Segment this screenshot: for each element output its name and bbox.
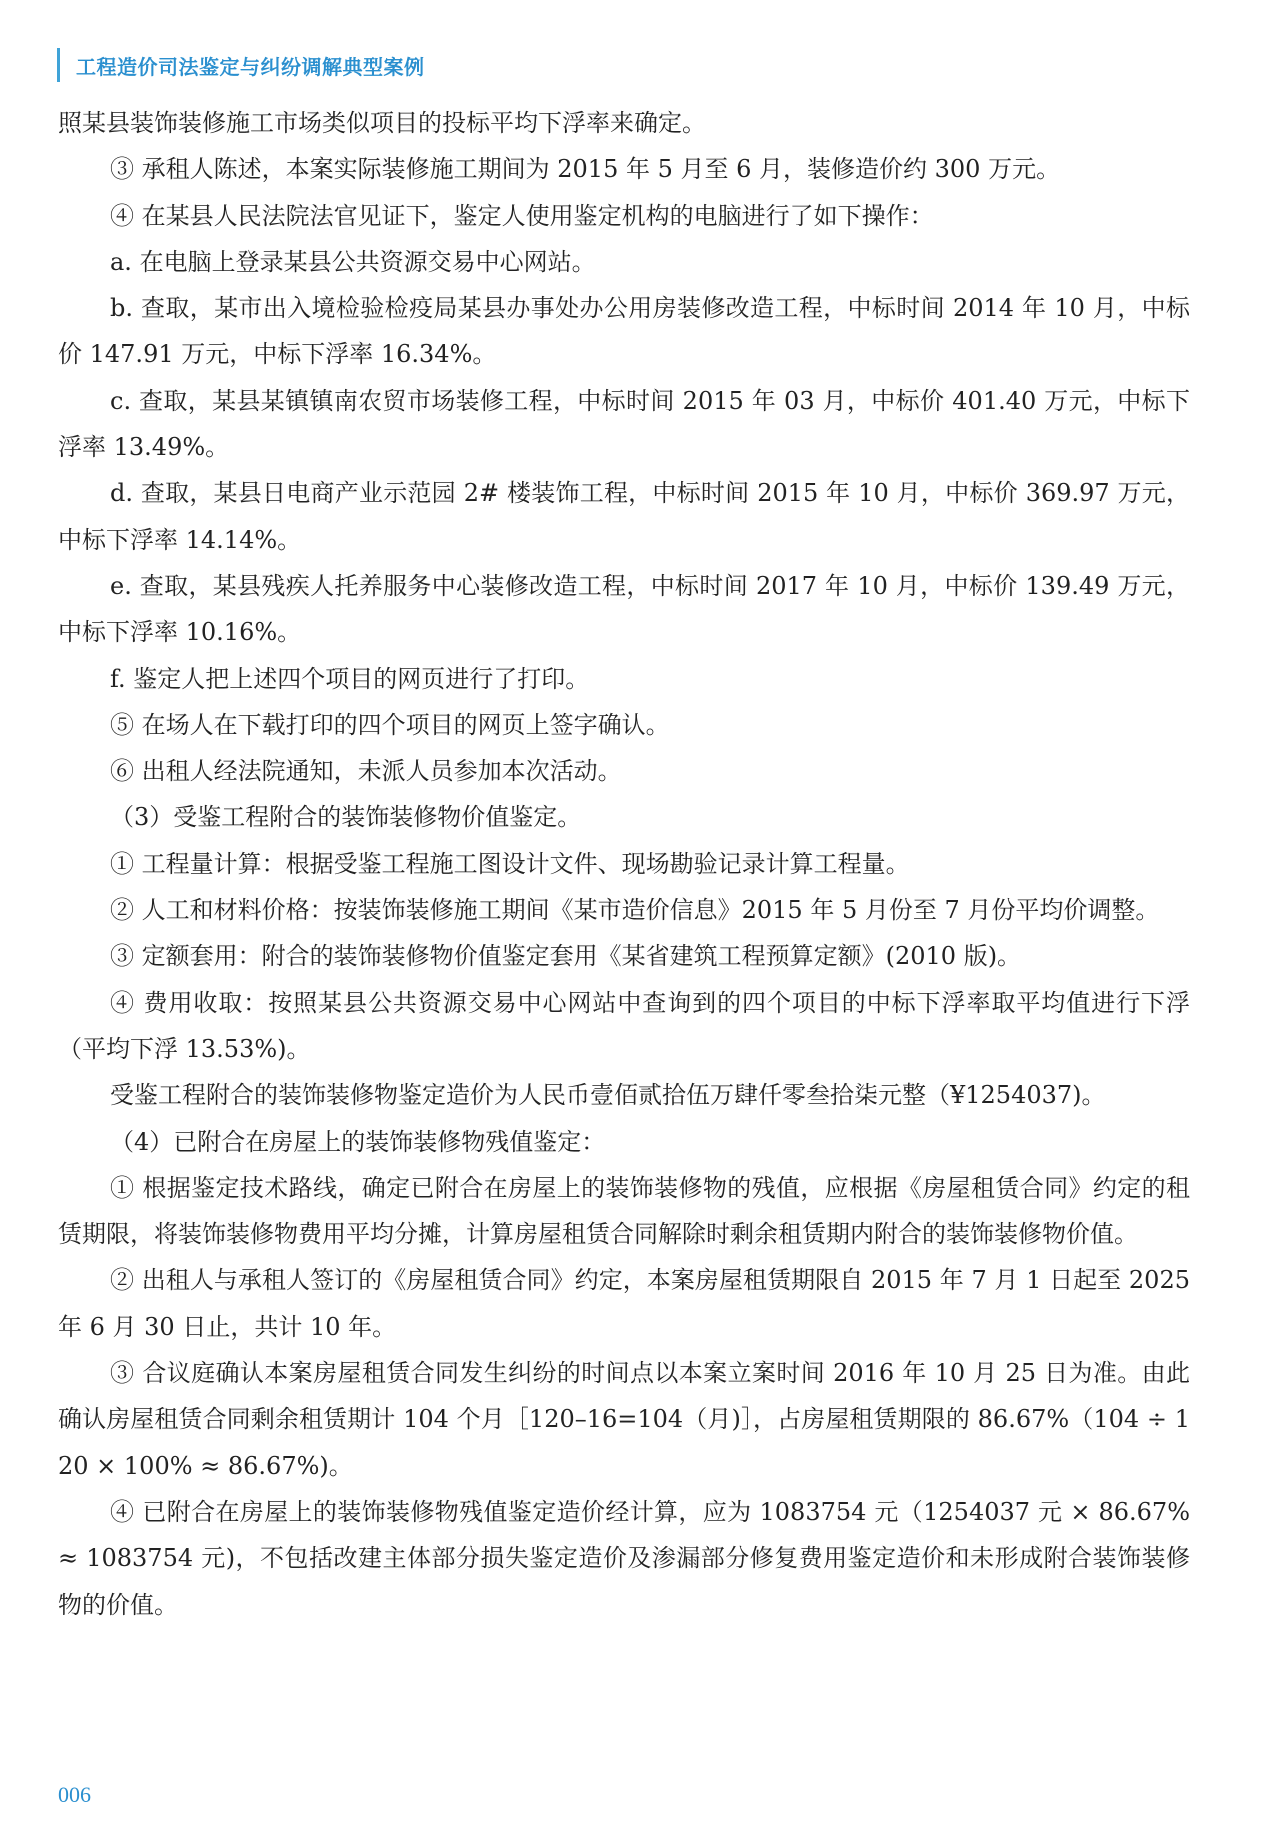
paragraph: ④ 费用收取：按照某县公共资源交易中心网站中查询到的四个项目的中标下浮率取平均值进行下浮（平均下浮 13.53%)。 <box>58 988 1190 1063</box>
paragraph: ③ 合议庭确认本案房屋租赁合同发生纠纷的时间点以本案立案时间 2016 年 10 月 25 日为准。由此确认房屋租赁合同剩余租赁期计 104 个月［120–16=104（月)］，占房屋租赁期限的 86.67%（104 ÷ 120 × 100% ≈ 86.67%)。 <box>58 1359 1190 1480</box>
section-heading: （3）受鉴工程附合的装饰装修物价值鉴定。 <box>110 803 582 832</box>
running-header <box>57 48 425 82</box>
section-heading: （4）已附合在房屋上的装饰装修物残值鉴定： <box>110 1127 606 1156</box>
paragraph: a. 在电脑上登录某县公共资源交易中心网站。 <box>110 247 596 276</box>
paragraph: ① 根据鉴定技术路线，确定已附合在房屋上的装饰装修物的残值，应根据《房屋租赁合同》约定的租赁期限，将装饰装修物费用平均分摊，计算房屋租赁合同解除时剩余租赁期内附合的装饰装修物价值。 <box>58 1173 1190 1249</box>
paragraph: c. 查取，某县某镇镇南农贸市场装修工程，中标时间 2015 年 03 月，中标价 401.40 万元，中标下浮率 13.49%。 <box>58 386 1190 462</box>
paragraph: 受鉴工程附合的装饰装修物鉴定造价为人民币壹佰贰拾伍万肆仟零叁拾柒元整（¥1254037)。 <box>110 1081 1106 1110</box>
paragraph: ② 人工和材料价格：按装饰装修施工期间《某市造价信息》2015 年 5 月份至 7 月份平均价调整。 <box>110 896 1160 925</box>
paragraph: d. 查取，某县日电商产业示范园 2# 楼装饰工程，中标时间 2015 年 10 月，中标价 369.97 万元，中标下浮率 14.14%。 <box>58 479 1190 554</box>
paragraph: ③ 定额套用：附合的装饰装修物价值鉴定套用《某省建筑工程预算定额》(2010 版)。 <box>110 942 1022 971</box>
paragraph: 照某县装饰装修施工市场类似项目的投标平均下浮率来确定。 <box>58 109 706 137</box>
paragraph: b. 查取，某市出入境检验检疫局某县办事处办公用房装修改造工程，中标时间 2014 年 10 月，中标价 147.91 万元，中标下浮率 16.34%。 <box>58 294 1190 369</box>
paragraph: ④ 在某县人民法院法官见证下，鉴定人使用鉴定机构的电脑进行了如下操作： <box>110 201 934 230</box>
paragraph: ⑥ 出租人经法院通知，未派人员参加本次活动。 <box>110 757 622 786</box>
paragraph: ② 出租人与承租人签订的《房屋租赁合同》约定，本案房屋租赁期限自 2015 年 7 月 1 日起至 2025 年 6 月 30 日止，共计 10 年。 <box>58 1266 1190 1341</box>
book-title: 工程造价司法鉴定与纠纷调解典型案例 <box>76 54 425 79</box>
paragraph: ④ 已附合在房屋上的装饰装修物残值鉴定造价经计算，应为 1083754 元（1254037 元 × 86.67% ≈ 1083754 元)，不包括改建主体部分损失鉴定造价及渗漏部分修复费用鉴定造价和未形成附合装饰装修物的价值。 <box>58 1497 1190 1619</box>
header-accent-bar <box>57 48 60 82</box>
paragraph: e. 查取，某县残疾人托养服务中心装修改造工程，中标时间 2017 年 10 月，中标价 139.49 万元，中标下浮率 10.16%。 <box>58 571 1190 647</box>
paragraph: ③ 承租人陈述，本案实际装修施工期间为 2015 年 5 月至 6 月，装修造价约 300 万元。 <box>110 155 1061 184</box>
paragraph: ⑤ 在场人在下载打印的四个项目的网页上签字确认。 <box>110 710 670 739</box>
paragraph: ① 工程量计算：根据受鉴工程施工图设计文件、现场勘验记录计算工程量。 <box>110 849 910 878</box>
body-text <box>58 100 1190 1628</box>
paragraph: f. 鉴定人把上述四个项目的网页进行了打印。 <box>110 664 590 693</box>
page-number: 006 <box>58 1782 91 1807</box>
